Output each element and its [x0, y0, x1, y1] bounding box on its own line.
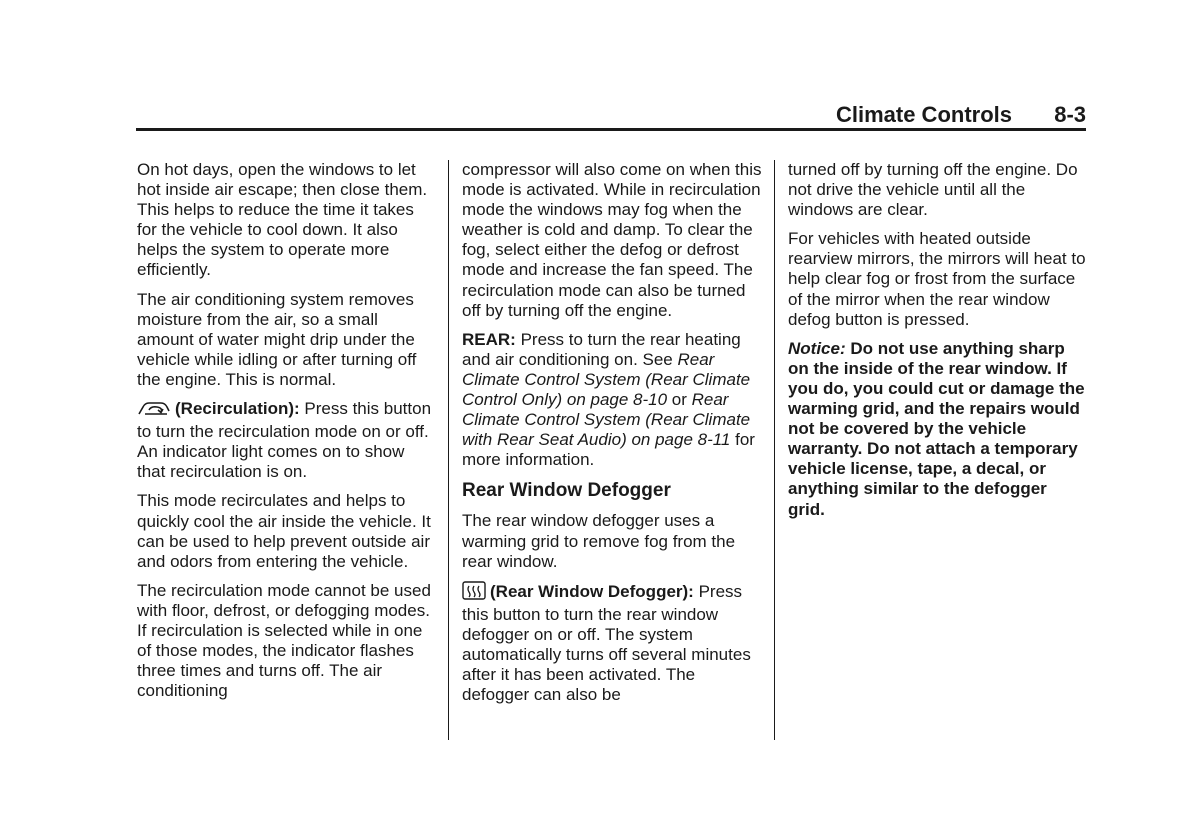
rear-text: or: [667, 390, 692, 410]
defogger-label: (Rear Window Defogger):: [490, 581, 694, 601]
column-divider: [774, 160, 775, 740]
paragraph: This mode recirculates and helps to quickly cool the air inside the vehicle. It can be used to help prevent outside air and odors from entering the vehicle.: [137, 491, 431, 571]
rear-paragraph: [462, 330, 762, 471]
rear-label: REAR:: [462, 329, 516, 349]
paragraph: The air conditioning system removes moisture from the air, so a small amount of water might drip under the vehicle while idling or after turning off the engine. This is normal.: [137, 289, 417, 389]
paragraph: turned off by turning off the engine. Do not drive the vehicle until all the windows are clear.: [788, 160, 1078, 220]
section-heading: Rear Window Defogger: [462, 480, 671, 502]
column-middle: [462, 160, 762, 714]
paragraph: For vehicles with heated outside rearview mirrors, the mirrors will heat to help clear fog or frost from the surface of the mirror when the rear window defog button is pressed.: [788, 229, 1086, 329]
notice-label: Notice:: [788, 338, 846, 358]
column-divider: [448, 160, 449, 740]
recirculation-icon: [137, 399, 171, 422]
recirculation-paragraph: [137, 399, 437, 482]
rear-climate-audio-reference-link[interactable]: Rear Climate Control System (Rear Climate with Rear Seat Audio) on page 8-11: [462, 390, 751, 450]
section-title: Climate Controls: [835, 102, 1012, 127]
column-right: [788, 160, 1088, 529]
paragraph: The recirculation mode cannot be used with floor, defrost, or defogging modes. If recirculation is selected while in one of those modes, the indicator flashes three times and turns off. The air conditioning: [137, 580, 431, 701]
page-number: 8-3: [1054, 102, 1086, 127]
rear-text: Press to turn the rear heating and air conditioning on. See: [462, 329, 741, 369]
notice-text: Do not use anything sharp on the inside of the rear window. If you do, you could cut or damage the warming grid, and the repairs would not be covered by the vehicle warranty. Do not attach a temporary vehicle license, tape, a decal, or anything similar to the defogger grid.: [788, 338, 1085, 519]
paragraph: On hot days, open the windows to let hot inside air escape; then close them. This helps to reduce the time it takes for the vehicle to cool down. It also helps the system to operate more efficiently.: [137, 160, 428, 280]
rear-climate-reference-link[interactable]: Rear Climate Control System (Rear Climate Control Only) on page 8-10: [462, 349, 751, 410]
recirculation-label: (Recirculation):: [175, 399, 300, 419]
notice-paragraph: [788, 339, 1088, 520]
defogger-text: Press this button to turn the rear window defogger on or off. The system automatically turns off several minutes after it has been activated. The defogger can also be: [462, 581, 751, 705]
column-left: [137, 160, 437, 710]
rear-text: for more information.: [462, 430, 755, 470]
page-header: [138, 100, 1086, 130]
defogger-paragraph: [462, 581, 762, 706]
header-rule: [136, 128, 1086, 131]
rear-defogger-icon: [462, 581, 486, 605]
paragraph: The rear window defogger uses a warming grid to remove fog from the rear window.: [462, 511, 736, 571]
paragraph: compressor will also come on when this mode is activated. While in recirculation mode the windows may fog when the weather is cold and damp. To clear the fog, select either the defog or defrost mode and increase the fan speed. The recirculation mode can also be turned off by turning off the engine.: [462, 160, 762, 320]
recirculation-text: Press this button to turn the recirculation mode on or off. An indicator light comes on to show that recirculation is on.: [137, 399, 432, 482]
